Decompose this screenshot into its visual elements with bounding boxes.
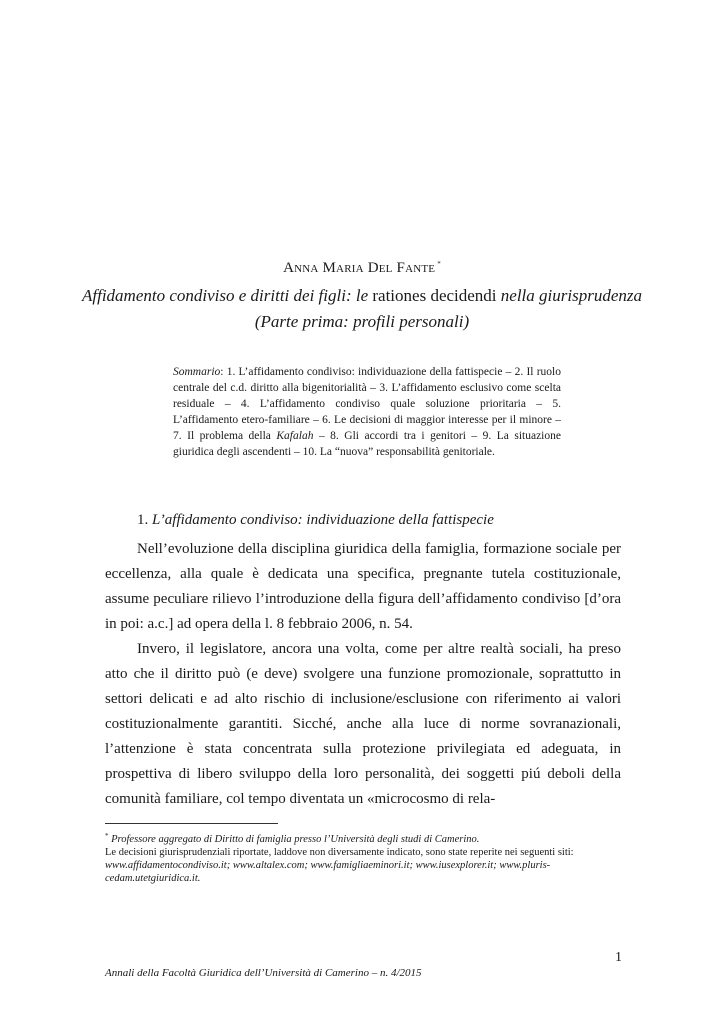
section-number: 1. <box>137 512 152 528</box>
section-title: L’affidamento condiviso: individuazione della fattispecie <box>152 512 494 528</box>
author-initial: D <box>367 260 379 276</box>
running-footer: Annali della Facoltà Giuridica dell’Università di Camerino – n. 4/2015 <box>105 967 422 979</box>
author-smallcaps: EL <box>378 263 393 275</box>
summary-text: : 1. L’affidamento condiviso: individuazione della fattispecie – 2. Il ruolo centrale del c.d. diritto alla bigenitorialità – 3. L’affidamento esclusivo come scelta residuale – 4. L’affidamento condiviso quale soluzione prioritaria – 5. L’affidamento etero-familiare – 6. Le decisioni di maggior interesse per il minore – 7. Il problema della <box>173 366 561 442</box>
summary-text: – 8. Gli accordi tra i genitori – 9. La situazione giuridica degli ascendenti – 10. La “nuova” responsabilità genitoriale. <box>173 430 561 458</box>
author-footnote-marker[interactable]: * <box>437 260 441 268</box>
footnote-sources-list: www.affidamentocondiviso.it; www.altalex.com; www.famigliaeminori.it; www.iusexplorer.it; www.pluris-cedam.utetgiuridica.it. <box>105 860 551 884</box>
author-initial: A <box>283 260 295 276</box>
author-smallcaps: ANTE <box>405 263 436 275</box>
author-smallcaps: NNA <box>294 263 319 275</box>
body-paragraph: Invero, il legislatore, ancora una volta, come per altre realtà sociali, ha preso atto che il diritto può (e deve) svolgere una funzione promozionale, soprattutto in settori delicati e ad alto rischio di inclusione/esclusione con riferimento ai valori costituzionalmente garantiti. Sicché, anche alla luce di norme sovranazionali, l’attenzione è stata concentrata sulla protezione privilegiata ed adeguata, in prospettiva di libero sviluppo della loro personalità, dei soggetti piú deboli della comunità familiare, col tempo diventata un «microcosmo di rela- <box>105 641 621 807</box>
page-number: 1 <box>615 950 622 965</box>
author-name <box>0 260 724 277</box>
summary-kafalah: Kafalah <box>276 430 314 442</box>
title-italic: Affidamento condiviso e diritti dei figli: le <box>82 286 369 305</box>
body-paragraph: Nell’evoluzione della disciplina giuridica della famiglia, formazione sociale per eccellenza, alla quale è dedicata una specifica, pregnante tutela costituzionale, assume peculiare rilievo l’introduzione della figura dell’affidamento condiviso [d’ora in poi: a.c.] ad opera della l. 8 febbraio 2006, n. 54. <box>105 541 621 632</box>
summary-block <box>173 364 561 460</box>
title-line-2 <box>0 309 724 335</box>
footnote-divider <box>105 823 278 824</box>
title-italic: nella giurisprudenza <box>500 286 642 305</box>
title-subtitle: (Parte prima: profili personali) <box>254 312 470 331</box>
footnote-affiliation-text: Professore aggregato di Diritto di famiglia presso l’Università degli studi di Camerino. <box>108 834 480 845</box>
author-smallcaps: ARIA <box>336 263 364 275</box>
author-initial: F <box>396 260 406 276</box>
footnote-affiliation <box>105 830 621 846</box>
summary-label: Sommario <box>173 366 221 378</box>
paper-title <box>0 283 724 335</box>
footnote-sources-intro: Le decisioni giurisprudenziali riportate, laddove non diversamente indicato, sono state reperite nei seguenti siti: <box>105 847 574 858</box>
author-initial: M <box>322 260 337 276</box>
footnote-marker: * <box>105 832 109 840</box>
footnotes <box>105 830 621 885</box>
title-roman: rationes decidendi <box>368 286 501 305</box>
title-line-1 <box>0 283 724 309</box>
section-heading <box>137 512 494 529</box>
body-text <box>105 537 621 812</box>
